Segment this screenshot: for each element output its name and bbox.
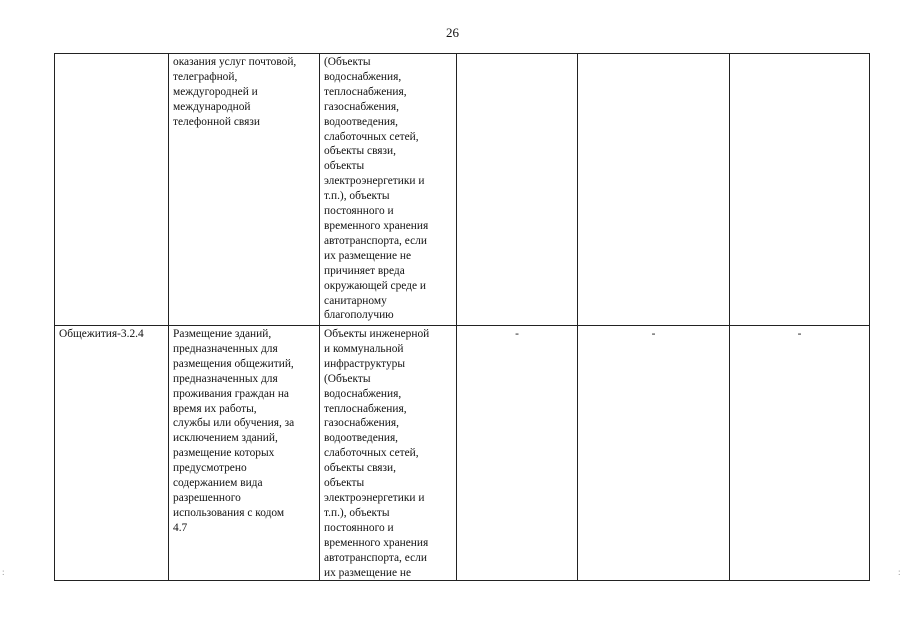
permitted-use-table bbox=[54, 53, 870, 581]
text-line: т.п.), объекты bbox=[324, 190, 390, 203]
text-line: объекты связи, bbox=[324, 462, 396, 475]
use-name-cell bbox=[55, 54, 169, 326]
text-line: телеграфной, bbox=[173, 70, 238, 83]
text-line: международной bbox=[173, 100, 251, 113]
text-line: их размещение не bbox=[324, 566, 412, 579]
text-line: (Объекты bbox=[324, 56, 371, 68]
text-line: слаботочных сетей, bbox=[324, 130, 419, 143]
text-line: санитарному bbox=[324, 294, 387, 307]
text-line: газоснабжения, bbox=[324, 417, 399, 430]
text-line: (Объекты bbox=[324, 372, 371, 385]
text-line: окружающей среде и bbox=[324, 279, 426, 292]
text-line: исключением зданий, bbox=[173, 432, 278, 445]
text-line: и коммунальной bbox=[324, 342, 404, 355]
text-line: автотранспорта, если bbox=[324, 551, 427, 564]
text-line: службы или обучения, за bbox=[173, 417, 295, 430]
text-line: водоснабжения, bbox=[324, 387, 402, 400]
text-line: предусмотрено bbox=[173, 462, 247, 475]
text-line: содержанием вида bbox=[173, 477, 263, 490]
text-line: время их работы, bbox=[173, 402, 257, 415]
text-line: 4.7 bbox=[173, 521, 188, 534]
text-line: теплоснабжения, bbox=[324, 402, 407, 415]
text-line: их размещение не bbox=[324, 249, 412, 262]
right-margin-mark: : bbox=[898, 567, 901, 577]
text-line: автотранспорта, если bbox=[324, 234, 427, 247]
param-cell: - bbox=[457, 326, 578, 581]
param-cell bbox=[457, 54, 578, 326]
text-line: предназначенных для bbox=[173, 342, 278, 355]
text-line: оказания услуг почтовой, bbox=[173, 56, 297, 68]
text-line: электроэнергетики и bbox=[324, 175, 425, 188]
text-line: объекты связи, bbox=[324, 145, 396, 158]
text-line: постоянного и bbox=[324, 521, 394, 534]
use-name-cell: Общежития-3.2.4 bbox=[55, 326, 169, 581]
use-description-cell bbox=[169, 54, 320, 326]
left-margin-mark: : bbox=[2, 567, 5, 577]
text-line: телефонной связи bbox=[173, 115, 260, 128]
text-line: временного хранения bbox=[324, 219, 429, 232]
table-row bbox=[55, 54, 870, 326]
text-line: объекты bbox=[324, 160, 365, 173]
text-line: водоснабжения, bbox=[324, 70, 402, 83]
auxiliary-use-cell bbox=[320, 54, 457, 326]
text-line: причиняет вреда bbox=[324, 264, 405, 277]
text-line: предназначенных для bbox=[173, 372, 278, 385]
text-line: использования с кодом bbox=[173, 506, 285, 519]
text-line: проживания граждан на bbox=[173, 387, 289, 400]
text-line: водоотведения, bbox=[324, 432, 399, 445]
text-line: объекты bbox=[324, 477, 365, 490]
param-cell bbox=[578, 54, 730, 326]
table-row bbox=[55, 326, 870, 581]
text-line: слаботочных сетей, bbox=[324, 447, 419, 460]
param-cell: - bbox=[578, 326, 730, 581]
text-line: междугородней и bbox=[173, 85, 258, 98]
text-line: Объекты инженерной bbox=[324, 328, 430, 340]
text-line: размещение которых bbox=[173, 447, 275, 460]
text-line: разрешенного bbox=[173, 491, 241, 504]
param-cell: - bbox=[730, 326, 870, 581]
use-description-cell bbox=[169, 326, 320, 581]
text-line: временного хранения bbox=[324, 536, 429, 549]
text-line: постоянного и bbox=[324, 205, 394, 218]
text-line: размещения общежитий, bbox=[173, 357, 294, 370]
text-line: инфраструктуры bbox=[324, 357, 405, 370]
param-cell bbox=[730, 54, 870, 326]
text-line: т.п.), объекты bbox=[324, 506, 390, 519]
text-line: электроэнергетики и bbox=[324, 491, 425, 504]
page-number: 26 bbox=[446, 25, 459, 40]
text-line: теплоснабжения, bbox=[324, 85, 407, 98]
auxiliary-use-cell bbox=[320, 326, 457, 581]
text-line: водоотведения, bbox=[324, 115, 399, 128]
text-line: газоснабжения, bbox=[324, 100, 399, 113]
text-line: благополучию bbox=[324, 309, 394, 322]
text-line: Размещение зданий, bbox=[173, 328, 272, 340]
